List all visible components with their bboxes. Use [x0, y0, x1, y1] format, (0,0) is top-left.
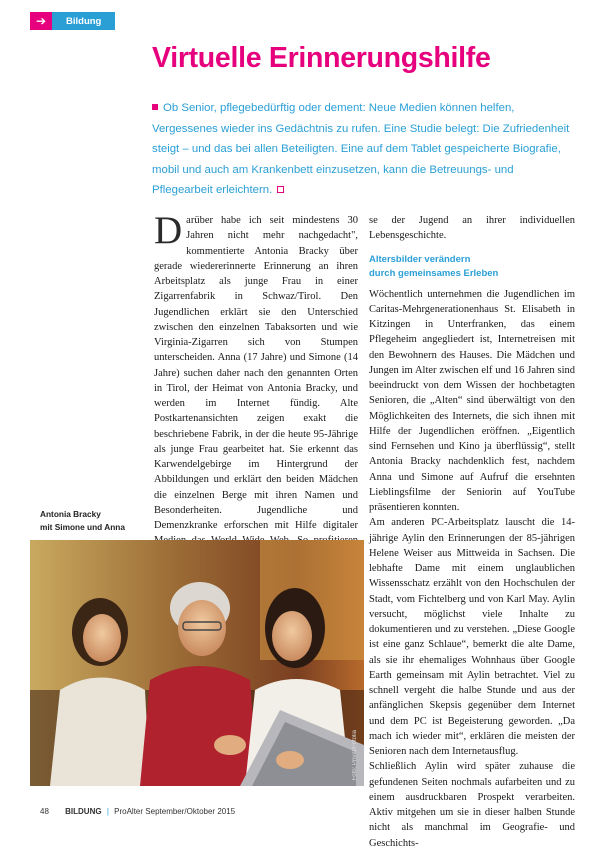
section-tab: [30, 12, 115, 30]
body-text: arüber habe ich seit mindestens 30 Jahren nicht mehr nachgedacht", kommentierte Antonia Bracky über gerade wiedererinnerte Erinnerung an ihren Arbeitsplatz als junge Frau in einer Zigarrenfabrik in Schwaz/Tirol. Den Jugendlichen erklärt sie den Unterschied zwischen den einzelnen Tabaksorten und wie Virginia-Zigarren sich von Stumpen unterscheiden. Anna (17 Jahre) und Simone (14 Jahre) suchen daher nach den genannten Orten in Tirol, der Heimat von Antonia Bracky, und werden im Internet fündig. Alte Postkartenansichten zeigen exakt die beschriebene Fabrik, in der die heute 95-Jährige als junge Frau gearbeitet hat. Sie erkennt das Karwendelgebirge im Hintergrund der Abbildungen und erklärt den beiden Mädchen die einzelnen Berge mit ihren Namen und Besonderheiten. Jugendliche und Demenzkranke erforschen mit Hilfe digitaler: [154, 215, 358, 531]
caption-line: mit Simone und Anna: [40, 522, 125, 532]
subheading-line: durch gemeinsames Erleben: [369, 267, 499, 279]
arrow-right-icon: ➔: [30, 12, 52, 30]
footer-section: BILDUNG: [65, 807, 102, 816]
page-number: 48: [40, 807, 49, 816]
magazine-name: ProAlter: [114, 807, 144, 816]
photo-caption: [40, 508, 150, 534]
body-text: Am anderen PC-Arbeitsplatz lauscht die 14-jährige Aylin den Erinnerungen der 85-jährigen Helene Weiser aus Mittweida in Sachsen. Die lebhafte Dame mit einem unglaublichen Wissensschatz erzählt von den Hochschulen der Stadt, vom Fichtelberg und von Karl May. Aylin versucht, möglichst viele Inhalte zu dokumentieren und zu verstehen. „Diese Google ist eine ganz Schlaue“, bemerkt die alte Dame, als sie ihr ehemaliges Wohnhaus über Google Earth gemeinsam mit Aylin betrachtet. Viel zu schnell vergeht die halbe Stunde und aus der anfänglichen Skepsis gegenüber dem Internet und dem PC ist Begeisterung geworden. „Da mach ich wieder mit“, erklären die meisten der Senioren nach dem Internetausflug.: [369, 517, 575, 757]
photo-credit: Foto: Privat/Fotolia: [352, 729, 358, 780]
caption-line: Antonia Bracky: [40, 509, 101, 519]
drop-cap: D: [154, 209, 183, 252]
issue-date: September/Oktober 2015: [145, 807, 236, 816]
body-text: Schließlich Aylin wird später zuhause die gefundenen Seiten nochmals aufarbeiten und zu einem ausdruckbaren Prospekt verarbeiten. Aktiv mitgehen um sie in dieser halben Stunde nicht als manchmal im Geografie- und Geschichts-: [369, 761, 575, 849]
body-column-2: [369, 213, 575, 851]
subheading: [369, 253, 575, 281]
body-text: Wöchentlich unternehmen die Jugendlichen im Caritas-Mehrgenerationenhaus St. Elisabeth in Kitzingen in Unterfranken, das einem Pflegeheim angegliedert ist, Internetreisen mit den Bewohnern des Hauses. Die Mädchen und Jungen im Alter zwischen elf und 16 Jahren sind beeindruckt von dem Wissen der hochbetagten Senioren, die „Alten“ sind überwältigt von den Möglichkeiten des Internets, die sich ihnen mit Hilfe der Jugendlichen eröffnen. „Eigentlich sind Fernsehen und Kino ja überflüssig“, stellt Antonia Bracky nachdenklich fest, nachdem Anna und Simone auf Aufruf die ersehnten Lieblingsfilme der Seniorin auf YouTube präsentieren konnten.: [369, 288, 575, 513]
subheading-line: Altersbilder verändern: [369, 253, 471, 265]
lead-paragraph: [152, 98, 572, 201]
section-label: Bildung: [66, 15, 102, 27]
photo-illustration: [30, 540, 364, 786]
page-footer: [40, 807, 235, 816]
end-square-icon: [277, 186, 284, 193]
article-photo: [30, 540, 364, 786]
article-title: Virtuelle Erinnerungshilfe: [152, 42, 491, 74]
bullet-square-icon: [152, 104, 158, 110]
body-text: se der Jugend an ihrer individuellen Lebensgeschichte.: [369, 215, 575, 242]
footer-separator: |: [106, 807, 109, 816]
lead-text: Ob Senior, pflegebedürftig oder dement: Neue Medien können helfen, Vergessenes wieder ins Gedächtnis zu rufen. Eine Studie belegt: Die Zufriedenheit steigt – und das bei allen Beteiligten. Eine auf dem Tablet gespeicherte Biografie, mobil und auch am Krankenbett einzusetzen, kann die Betreuungs- und Pflegearbeit erleichtern.: [152, 102, 570, 196]
